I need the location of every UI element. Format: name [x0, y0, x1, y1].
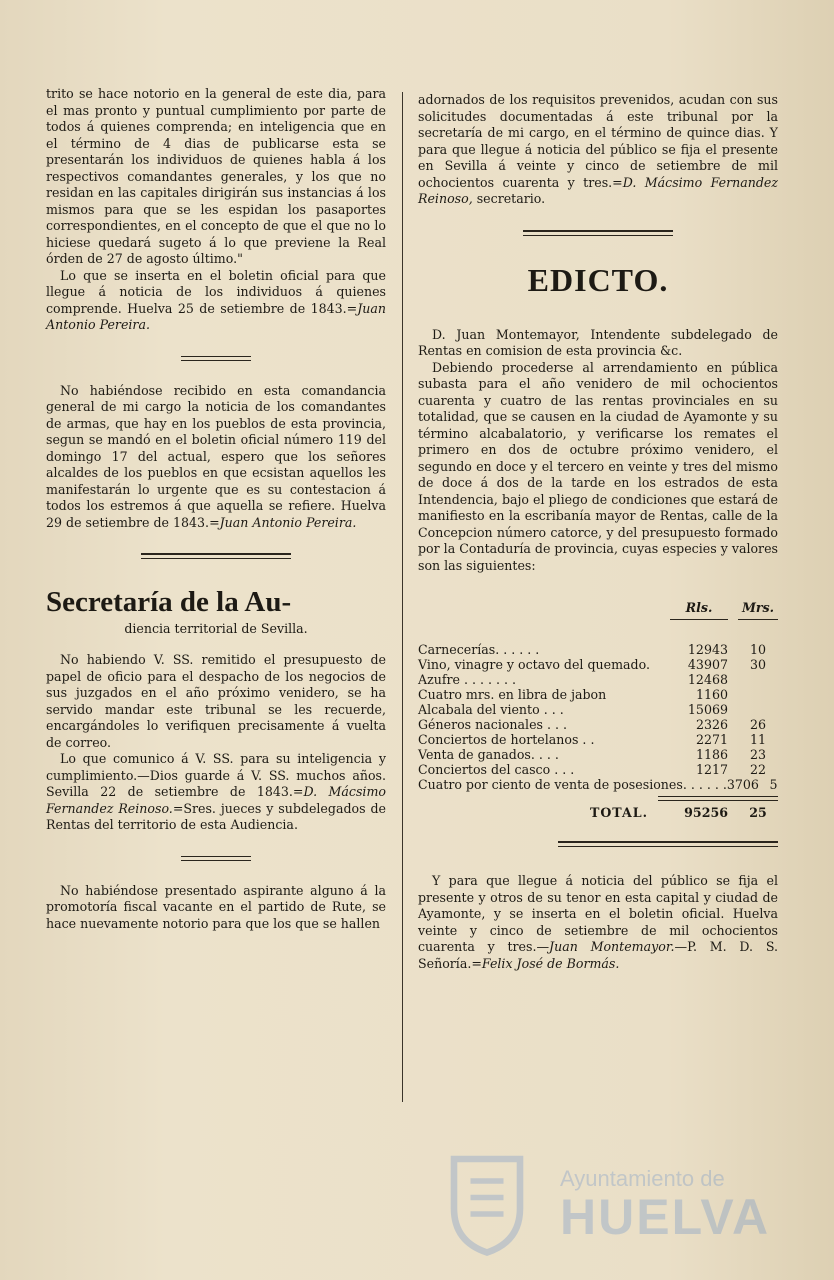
- left-paragraph-4: No habiendo V. SS. remitido el presupuesto de papel de oficio para el despacho de los negocios de sus juzgados en el año próximo venidero, se ha servido mandar este tribunal se les recuerde, encargándoles lo verifiquen precisamente á vuelta de correo.: [46, 652, 386, 750]
- edict-title: EDICTO.: [527, 261, 669, 298]
- row-mrs: [738, 672, 778, 687]
- header-mrs: Mrs.: [738, 600, 778, 620]
- right-paragraph-3: Debiendo procederse al arrendamiento en pública subasta para el año venidero de mil ochocientos cuarenta y cuatro de las rentas provinciales en su totalidad, que se causen en la ciudad de Ayamonte y su término alcabalatorio, y verificarse los remates el primero en dos de octubre próximo venidero, el segundo en doce y el tercero en veinte y tres del mismo de doce á dos de la tarde en los estrados de esta Intendencia, bajo el pliego de condiciones que estará de manifiesto en la escribanía mayor de Rentas, calle de la Concepcion número catorce, y del presupuesto formado por la Contaduría de provincia, cuyas especies y valores son las siguientes:: [418, 359, 778, 573]
- right-paragraph-2: D. Juan Montemayor, Intendente subdelegado de Rentas en comision de esta provincia &c.: [418, 326, 778, 358]
- row-rls: 43907: [687, 657, 728, 672]
- table-row: [418, 687, 778, 702]
- divider: [181, 856, 251, 861]
- table-row: [418, 672, 778, 687]
- total-rls: 95256: [684, 805, 728, 820]
- row-rls: 15069: [687, 702, 728, 717]
- row-rls: 1160: [695, 687, 728, 702]
- row-mrs: [738, 702, 778, 717]
- values-table: [418, 590, 778, 821]
- row-rls: 3706: [726, 777, 759, 792]
- divider: [558, 841, 778, 847]
- left-paragraph-6: No habiéndose presentado aspirante alguno á la promotoría fiscal vacante en el partido de Rute, se hace nuevamente notorio para que los que se hallen: [46, 882, 386, 931]
- row-mrs: 5: [769, 777, 778, 792]
- right-paragraph-4: Y para que llegue á noticia del público se fija el presente y otros de su tenor en esta capital y ciudad de Ayamonte, y se inserta en el boletin oficial. Huelva veinte y cinco de setiembre de mil ochocientos cuarenta y tres.—Juan Montemayor.—P. M. D. S. Señoría.=Felix José de Bormás.: [418, 873, 779, 971]
- divider: [181, 356, 251, 361]
- row-rls: 12943: [687, 642, 728, 657]
- table-rows: [418, 642, 778, 792]
- left-column: [46, 86, 386, 932]
- table-row: [418, 732, 778, 747]
- divider: [523, 230, 673, 236]
- left-paragraph-1: trito se hace notorio en la general de este dia, para el mas pronto y puntual cumplimiento por parte de todos á quienes comprenda; en inteligencia que en el término de 4 dias de publicarse esta se presentarán los individuos de quienes habla á los respectivos comandantes generales, y los que no residan en las capitales dirigirán sus instancias á los mismos para que se les espidan los pasaportes correspondientes, en el concepto de que el que no lo hiciese quedará sugeto á lo que previene la Real órden de 27 de agosto último.": [46, 86, 386, 266]
- table-row: [418, 657, 778, 672]
- signature: =D. Mácsimo Fernandez Reinoso,: [418, 174, 778, 206]
- left-paragraph-3: No habiéndose recibido en esta comandancia general de mi cargo la noticia de los comandantes de armas, que hay en los pueblos de esta provincia, segun se mandó en el boletin oficial número 119 del domingo 17 del actual, espero que los señores alcaldes de los pueblos en que ecsistan aquellos les manifestarán lo urgente que es su contestacion á todos los estremos á que aquella se refiere. Huelva 29 de setiembre de 1843.=Juan Antonio Pereira.: [46, 382, 386, 530]
- watermark-line-2: HUELVA: [560, 1189, 771, 1245]
- table-row: [418, 702, 778, 717]
- row-mrs: [738, 687, 778, 702]
- row-rls: 1217: [695, 762, 728, 777]
- row-mrs: 10: [749, 642, 767, 657]
- table-row: [418, 762, 778, 777]
- row-rls: 12468: [687, 672, 728, 687]
- signature: =Juan Antonio Pereira.: [209, 514, 357, 530]
- row-label: Cuatro mrs. en libra de jabon: [418, 687, 607, 702]
- row-label: Géneros nacionales . . .: [418, 717, 568, 732]
- table-header: [418, 590, 778, 620]
- row-label: Conciertos de hortelanos . .: [418, 732, 595, 747]
- row-mrs: 26: [749, 717, 767, 732]
- right-column: [418, 92, 778, 972]
- total-row: [418, 805, 778, 821]
- row-label: Cuatro por ciento de venta de posesiones. . . . . .: [418, 777, 727, 792]
- table-row: [418, 642, 778, 657]
- row-label: Carnecerías. . . . . .: [418, 642, 540, 657]
- left-paragraph-5: Lo que comunico á V. SS. para su inteligencia y cumplimiento.—Dios guarde á V. SS. muchos años. Sevilla 22 de setiembre de 1843.=D. Mácsimo Fernandez Reinoso.=Sres. jueces y subdelegados de Rentas del territorio de esta Audiencia.: [46, 751, 386, 832]
- row-mrs: 11: [749, 732, 767, 747]
- right-paragraph-1: adornados de los requisitos prevenidos, acudan con sus solicitudes documentadas á este tribunal por la secretaría de mi cargo, en el término de quince dias. Y para que llegue á noticia del público se fija el presente en Sevilla á veinte y cinco de setiembre de mil ochocientos cuarenta y tres.=D. Mácsimo Fernandez Reinoso, secretario.: [418, 92, 778, 206]
- watermark-line-1: Ayuntamiento de: [560, 1166, 725, 1191]
- header-rls: Rls.: [670, 600, 728, 620]
- total-divider: [658, 796, 778, 801]
- row-label: Venta de ganados. . . .: [418, 747, 559, 762]
- table-row: [418, 747, 778, 762]
- signature: =D. Mácsimo Fernandez Reinoso.: [46, 784, 386, 816]
- row-rls: 1186: [695, 747, 728, 762]
- signature: —Juan Montemayor.: [536, 939, 675, 954]
- divider: [141, 553, 291, 559]
- column-rule: [402, 92, 403, 1102]
- row-label: Conciertos del casco . . .: [418, 762, 575, 777]
- table-row: [418, 777, 778, 792]
- total-label: TOTAL.: [589, 805, 648, 820]
- section-subtitle: diencia territorial de Sevilla.: [124, 621, 308, 636]
- section-title: Secretaría de la Au-: [46, 586, 292, 618]
- archive-watermark: [420, 1148, 800, 1258]
- signature: =Juan Antonio Pereira.: [46, 300, 386, 332]
- row-mrs: 23: [749, 747, 767, 762]
- row-rls: 2271: [695, 732, 728, 747]
- left-paragraph-2: Lo que se inserta en el boletin oficial para que llegue á noticia de los individuos á quienes comprende. Huelva 25 de setiembre de 1843.=Juan Antonio Pereira.: [46, 267, 386, 332]
- row-mrs: 22: [749, 762, 767, 777]
- signature: =Felix José de Bormás.: [471, 955, 620, 971]
- row-label: Vino, vinagre y octavo del quemado.: [418, 657, 650, 672]
- row-mrs: 30: [749, 657, 767, 672]
- row-label: Alcabala del viento . . .: [418, 702, 564, 717]
- total-mrs: 25: [749, 805, 767, 820]
- row-rls: 2326: [695, 717, 728, 732]
- table-row: [418, 717, 778, 732]
- row-label: Azufre . . . . . . .: [418, 672, 517, 687]
- shield-icon: [432, 1148, 542, 1258]
